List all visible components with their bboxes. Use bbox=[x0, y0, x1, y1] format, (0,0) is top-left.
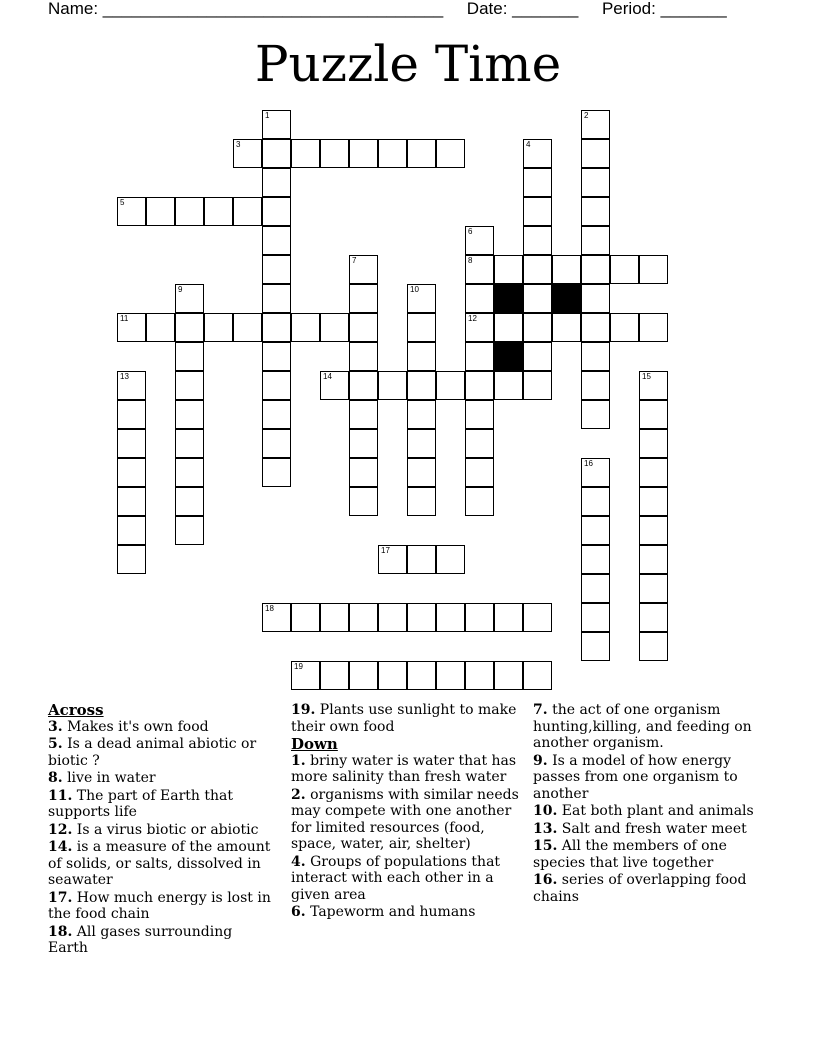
clue-item bbox=[48, 924, 274, 957]
crossword-cell[interactable] bbox=[552, 255, 581, 284]
crossword-cell[interactable] bbox=[610, 313, 639, 342]
clue-number: 10 bbox=[410, 285, 419, 294]
clue-number-label: 9. bbox=[533, 752, 548, 769]
crossword-cell[interactable] bbox=[639, 603, 668, 632]
crossword-cell[interactable] bbox=[465, 226, 494, 255]
crossword-cell[interactable] bbox=[639, 313, 668, 342]
crossword-cell[interactable] bbox=[436, 139, 465, 168]
crossword-cell[interactable] bbox=[262, 458, 291, 487]
crossword-cell[interactable] bbox=[291, 313, 320, 342]
across-heading: Across bbox=[48, 701, 104, 719]
crossword-cell[interactable] bbox=[465, 603, 494, 632]
crossword-cell[interactable] bbox=[465, 487, 494, 516]
crossword-cell[interactable] bbox=[175, 458, 204, 487]
crossword-cell[interactable] bbox=[639, 545, 668, 574]
crossword-cell[interactable] bbox=[581, 110, 610, 139]
crossword-cell[interactable] bbox=[407, 313, 436, 342]
crossword-cell[interactable] bbox=[291, 661, 320, 690]
crossword-cell[interactable] bbox=[639, 371, 668, 400]
clue-text: Plants use sunlight to make their own food bbox=[291, 702, 517, 735]
crossword-cell[interactable] bbox=[146, 313, 175, 342]
crossword-cell[interactable] bbox=[204, 197, 233, 226]
crossword-cell[interactable] bbox=[378, 661, 407, 690]
crossword-cell[interactable] bbox=[349, 255, 378, 284]
crossword-cell[interactable] bbox=[378, 371, 407, 400]
clue-number-label: 6. bbox=[291, 904, 306, 920]
crossword-cell[interactable] bbox=[523, 603, 552, 632]
crossword-cell[interactable] bbox=[262, 342, 291, 371]
crossword-cell[interactable] bbox=[291, 603, 320, 632]
crossword-cell[interactable] bbox=[639, 429, 668, 458]
clue-number: 13 bbox=[120, 372, 129, 381]
crossword-cell[interactable] bbox=[494, 313, 523, 342]
clue-text: the act of one organism hunting,killing, and feeding on another organism. bbox=[533, 702, 752, 751]
clues-column-3 bbox=[533, 702, 769, 906]
crossword-cell[interactable] bbox=[175, 400, 204, 429]
crossword-cell[interactable] bbox=[523, 371, 552, 400]
crossword-cell[interactable] bbox=[407, 284, 436, 313]
crossword-cell[interactable] bbox=[175, 429, 204, 458]
crossword-cell[interactable] bbox=[349, 342, 378, 371]
crossword-cell[interactable] bbox=[639, 574, 668, 603]
crossword-cell[interactable] bbox=[552, 313, 581, 342]
crossword-cell[interactable] bbox=[407, 603, 436, 632]
clue-number-label: 4. bbox=[291, 853, 306, 870]
clue-item bbox=[48, 839, 274, 889]
crossword-cell[interactable] bbox=[639, 400, 668, 429]
crossword-cell[interactable] bbox=[175, 197, 204, 226]
crossword-cell[interactable] bbox=[262, 313, 291, 342]
crossword-cell[interactable] bbox=[581, 545, 610, 574]
across-clue-list bbox=[48, 719, 274, 957]
black-square bbox=[494, 342, 523, 371]
crossword-cell[interactable] bbox=[436, 603, 465, 632]
crossword-cell[interactable] bbox=[233, 139, 262, 168]
crossword-cell[interactable] bbox=[639, 632, 668, 661]
crossword-cell[interactable] bbox=[175, 516, 204, 545]
name-label: Name: bbox=[48, 0, 103, 18]
clue-number: 6 bbox=[468, 227, 473, 236]
clue-text: organisms with similar needs may compete with one another for limited resources (food, space, water, air, shelter) bbox=[291, 786, 519, 852]
crossword-cell[interactable] bbox=[523, 139, 552, 168]
clue-item bbox=[291, 753, 525, 786]
clue-text: Is a model of how energy passes from one organism to another bbox=[533, 752, 738, 802]
crossword-cell[interactable] bbox=[494, 661, 523, 690]
crossword-cell[interactable] bbox=[581, 400, 610, 429]
clue-item bbox=[533, 702, 769, 752]
crossword-cell[interactable] bbox=[349, 371, 378, 400]
clue-number-label: 19. bbox=[291, 702, 316, 718]
crossword-cell[interactable] bbox=[465, 661, 494, 690]
clue-number-label: 7. bbox=[533, 702, 548, 718]
clue-item bbox=[291, 854, 525, 904]
crossword-cell[interactable] bbox=[407, 545, 436, 574]
clue-number: 14 bbox=[323, 372, 332, 381]
clue-text: The part of Earth that supports life bbox=[48, 787, 234, 820]
crossword-cell[interactable] bbox=[349, 313, 378, 342]
crossword-cell[interactable] bbox=[523, 661, 552, 690]
clue-number-label: 2. bbox=[291, 786, 306, 803]
clue-item bbox=[533, 838, 769, 871]
clue-text: Is a dead animal abiotic or biotic ? bbox=[48, 736, 257, 769]
crossword-cell[interactable] bbox=[407, 400, 436, 429]
clue-number-label: 16. bbox=[533, 872, 558, 888]
clue-item bbox=[533, 803, 769, 820]
clue-number: 19 bbox=[294, 662, 303, 671]
crossword-cell[interactable] bbox=[523, 342, 552, 371]
crossword-cell[interactable] bbox=[436, 545, 465, 574]
crossword-cell[interactable] bbox=[117, 371, 146, 400]
clues-column-1 bbox=[48, 702, 274, 958]
name-blank[interactable]: ____________________________________ bbox=[102, 0, 444, 18]
clue-text: Is a virus biotic or abiotic bbox=[72, 821, 259, 838]
black-square bbox=[494, 284, 523, 313]
crossword-cell[interactable] bbox=[378, 139, 407, 168]
crossword-cell[interactable] bbox=[639, 487, 668, 516]
crossword-cell[interactable] bbox=[407, 429, 436, 458]
crossword-cell[interactable] bbox=[204, 313, 233, 342]
clue-text: briny water is water that has more salinity than fresh water bbox=[291, 752, 517, 785]
crossword-cell[interactable] bbox=[639, 516, 668, 545]
crossword-cell[interactable] bbox=[175, 487, 204, 516]
period-label: Period: bbox=[601, 0, 661, 18]
crossword-cell[interactable] bbox=[349, 458, 378, 487]
crossword-cell[interactable] bbox=[465, 284, 494, 313]
clue-number-label: 8. bbox=[48, 770, 63, 786]
crossword-cell[interactable] bbox=[465, 255, 494, 284]
crossword-cell[interactable] bbox=[465, 342, 494, 371]
clue-text: live in water bbox=[62, 770, 156, 786]
crossword-cell[interactable] bbox=[407, 139, 436, 168]
clue-item bbox=[291, 702, 525, 735]
crossword-cell[interactable] bbox=[349, 284, 378, 313]
clues-column-2 bbox=[291, 702, 525, 922]
crossword-cell[interactable] bbox=[233, 313, 262, 342]
crossword-cell[interactable] bbox=[465, 400, 494, 429]
crossword-cell[interactable] bbox=[233, 197, 262, 226]
crossword-cell[interactable] bbox=[581, 168, 610, 197]
clue-number: 16 bbox=[584, 459, 593, 468]
clue-text: All the members of one species that live together bbox=[533, 838, 727, 871]
clue-item bbox=[533, 821, 769, 838]
crossword-cell[interactable] bbox=[465, 429, 494, 458]
crossword-cell[interactable] bbox=[175, 284, 204, 313]
crossword-cell[interactable] bbox=[639, 458, 668, 487]
crossword-cell[interactable] bbox=[407, 371, 436, 400]
crossword-cell[interactable] bbox=[494, 255, 523, 284]
crossword-cell[interactable] bbox=[465, 313, 494, 342]
clue-item bbox=[291, 904, 525, 921]
crossword-cell[interactable] bbox=[320, 603, 349, 632]
crossword-cell[interactable] bbox=[378, 603, 407, 632]
crossword-cell[interactable] bbox=[291, 139, 320, 168]
crossword-cell[interactable] bbox=[117, 197, 146, 226]
clue-text: is a measure of the amount of solids, or salts, dissolved in seawater bbox=[48, 839, 271, 888]
crossword-cell[interactable] bbox=[117, 429, 146, 458]
clue-item bbox=[48, 770, 274, 787]
clue-number: 18 bbox=[265, 604, 274, 613]
clue-number: 12 bbox=[468, 314, 477, 323]
crossword-cell[interactable] bbox=[523, 197, 552, 226]
crossword-cell[interactable] bbox=[262, 197, 291, 226]
across-clue-list-continued bbox=[291, 702, 525, 735]
clue-number-label: 5. bbox=[48, 736, 63, 752]
crossword-cell[interactable] bbox=[262, 139, 291, 168]
clue-item bbox=[48, 736, 274, 769]
crossword-cell[interactable] bbox=[581, 632, 610, 661]
clue-number-label: 1. bbox=[291, 752, 306, 769]
crossword-cell[interactable] bbox=[581, 516, 610, 545]
crossword-cell[interactable] bbox=[436, 371, 465, 400]
clue-number-label: 3. bbox=[48, 718, 63, 735]
crossword-cell[interactable] bbox=[407, 458, 436, 487]
crossword-cell[interactable] bbox=[117, 516, 146, 545]
crossword-cell[interactable] bbox=[320, 139, 349, 168]
crossword-cell[interactable] bbox=[262, 371, 291, 400]
crossword-cell[interactable] bbox=[523, 168, 552, 197]
crossword-cell[interactable] bbox=[436, 661, 465, 690]
clue-number-label: 13. bbox=[533, 820, 558, 837]
crossword-cell[interactable] bbox=[523, 313, 552, 342]
clue-item bbox=[291, 787, 525, 853]
crossword-cell[interactable] bbox=[262, 429, 291, 458]
clue-number-label: 11. bbox=[48, 787, 73, 804]
crossword-cell[interactable] bbox=[175, 342, 204, 371]
clue-number: 3 bbox=[236, 140, 241, 149]
clue-number: 1 bbox=[265, 111, 270, 120]
crossword-cell[interactable] bbox=[581, 313, 610, 342]
clue-item bbox=[48, 822, 274, 839]
clue-item bbox=[48, 719, 274, 736]
clue-number-label: 18. bbox=[48, 923, 73, 940]
crossword-cell[interactable] bbox=[494, 603, 523, 632]
clue-number-label: 17. bbox=[48, 889, 73, 906]
crossword-cell[interactable] bbox=[117, 487, 146, 516]
crossword-cell[interactable] bbox=[146, 197, 175, 226]
clue-text: All gases surrounding Earth bbox=[48, 923, 233, 956]
crossword-cell[interactable] bbox=[407, 487, 436, 516]
clue-number-label: 14. bbox=[48, 839, 73, 855]
crossword-cell[interactable] bbox=[320, 661, 349, 690]
clue-number: 8 bbox=[468, 256, 473, 265]
clue-number: 5 bbox=[120, 198, 125, 207]
crossword-cell[interactable] bbox=[610, 255, 639, 284]
clue-number: 9 bbox=[178, 285, 183, 294]
crossword-cell[interactable] bbox=[349, 429, 378, 458]
crossword-cell[interactable] bbox=[349, 400, 378, 429]
crossword-cell[interactable] bbox=[581, 255, 610, 284]
crossword-cell[interactable] bbox=[262, 110, 291, 139]
clue-number: 15 bbox=[642, 372, 651, 381]
date-label: Date: bbox=[466, 0, 513, 18]
clue-number: 2 bbox=[584, 111, 589, 120]
down-clue-list bbox=[291, 753, 525, 921]
crossword-cell[interactable] bbox=[117, 313, 146, 342]
crossword-cell[interactable] bbox=[581, 226, 610, 255]
crossword-cell[interactable] bbox=[117, 400, 146, 429]
crossword-cell[interactable] bbox=[523, 226, 552, 255]
crossword-cell[interactable] bbox=[581, 487, 610, 516]
crossword-cell[interactable] bbox=[581, 197, 610, 226]
crossword-cell[interactable] bbox=[349, 603, 378, 632]
clue-number-label: 10. bbox=[533, 803, 558, 819]
down-clue-list-continued bbox=[533, 702, 769, 905]
clue-text: Salt and fresh water meet bbox=[557, 820, 747, 837]
crossword-cell[interactable] bbox=[494, 371, 523, 400]
crossword-cell[interactable] bbox=[581, 458, 610, 487]
crossword-cell[interactable] bbox=[581, 284, 610, 313]
crossword-cell[interactable] bbox=[320, 371, 349, 400]
clue-number-label: 15. bbox=[533, 838, 558, 854]
crossword-cell[interactable] bbox=[581, 603, 610, 632]
crossword-cell[interactable] bbox=[320, 313, 349, 342]
period-blank[interactable]: _______ bbox=[660, 0, 727, 18]
clue-text: Eat both plant and animals bbox=[557, 803, 754, 819]
crossword-cell[interactable] bbox=[465, 458, 494, 487]
clue-number: 11 bbox=[120, 314, 129, 323]
clue-text: series of overlapping food chains bbox=[533, 872, 747, 905]
crossword-cell[interactable] bbox=[523, 255, 552, 284]
clue-item bbox=[533, 753, 769, 803]
crossword-cell[interactable] bbox=[378, 545, 407, 574]
clue-text: Groups of populations that interact with each other in a given area bbox=[291, 853, 501, 903]
crossword-cell[interactable] bbox=[581, 574, 610, 603]
crossword-cell[interactable] bbox=[639, 255, 668, 284]
crossword-cell[interactable] bbox=[262, 400, 291, 429]
crossword-cell[interactable] bbox=[175, 313, 204, 342]
crossword-cell[interactable] bbox=[117, 545, 146, 574]
crossword-cell[interactable] bbox=[262, 603, 291, 632]
clue-text: Tapeworm and humans bbox=[305, 904, 476, 920]
crossword-cell[interactable] bbox=[349, 139, 378, 168]
crossword-cell[interactable] bbox=[407, 342, 436, 371]
crossword-cell[interactable] bbox=[581, 139, 610, 168]
clue-item bbox=[48, 890, 274, 923]
clue-number: 4 bbox=[526, 140, 531, 149]
crossword-cell[interactable] bbox=[117, 458, 146, 487]
crossword-cell[interactable] bbox=[349, 661, 378, 690]
page-title: Puzzle Time bbox=[254, 35, 562, 93]
clue-text: How much energy is lost in the food chain bbox=[48, 889, 271, 922]
crossword-cell[interactable] bbox=[407, 661, 436, 690]
clue-number-label: 12. bbox=[48, 821, 73, 838]
clue-number: 17 bbox=[381, 546, 390, 555]
crossword-cell[interactable] bbox=[262, 255, 291, 284]
clue-text: Makes it's own food bbox=[62, 718, 209, 735]
crossword-cell[interactable] bbox=[262, 168, 291, 197]
crossword-cell[interactable] bbox=[523, 284, 552, 313]
clue-item bbox=[533, 872, 769, 905]
crossword-cell[interactable] bbox=[581, 342, 610, 371]
date-blank[interactable]: _______ bbox=[512, 0, 579, 18]
down-heading: Down bbox=[291, 735, 338, 753]
crossword-cell[interactable] bbox=[349, 487, 378, 516]
crossword-cell[interactable] bbox=[465, 371, 494, 400]
crossword-cell[interactable] bbox=[175, 371, 204, 400]
clue-number: 7 bbox=[352, 256, 357, 265]
black-square bbox=[552, 284, 581, 313]
crossword-cell[interactable] bbox=[262, 226, 291, 255]
crossword-cell[interactable] bbox=[581, 371, 610, 400]
clue-item bbox=[48, 788, 274, 821]
crossword-cell[interactable] bbox=[262, 284, 291, 313]
